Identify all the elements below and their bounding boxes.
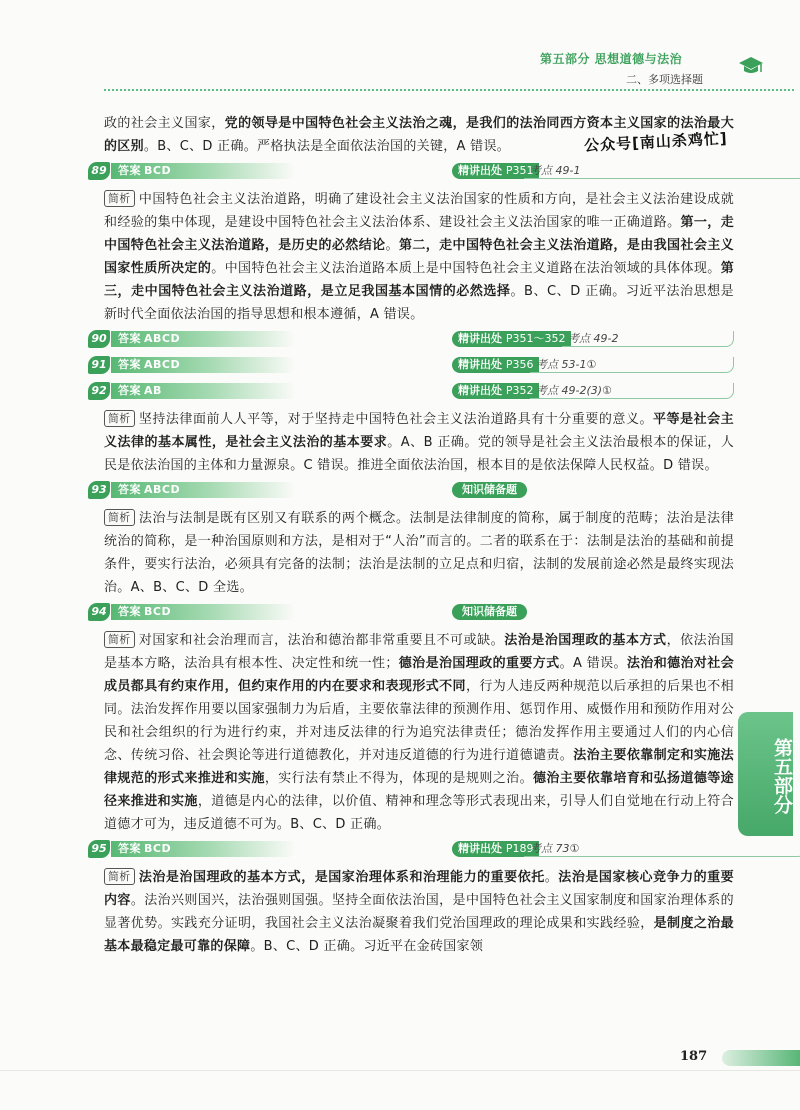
source-label: 精讲出处	[458, 384, 502, 397]
exam-point: 考点 49-2	[562, 331, 734, 347]
intro-text-2: 。B、C、D 正确。严格执法是全面依法治国的关键，A 错误。	[143, 139, 511, 154]
source-page: P351	[505, 164, 534, 177]
answer-row-89	[91, 162, 734, 184]
answer-label: 答案	[118, 605, 141, 618]
answer-value: ABCD	[144, 358, 181, 371]
answer-label: 答案	[118, 332, 141, 345]
source-pill	[452, 383, 539, 399]
knowledge-tag: 知识储备题	[452, 604, 527, 620]
body-text: 。法治兴则国兴，法治强则国强。坚持全面依法治国，是中国特色社会主义国家制度和国家治理体系的显著优势。实践充分证明，我国社会主义法治凝聚着我们党治国理政的理论成果和实践经验，	[104, 893, 734, 931]
emphasis-text: 法治主要依靠制定和实施法律规范的形式来推进和实施	[104, 748, 734, 786]
body-text: 。	[385, 238, 399, 253]
body-text: 中国特色社会主义法治道路，明确了建设社会主义法治国家的性质和方向，是社会主义法治建设成就和经验的集中体现，是建设中国特色社会主义法治体系、建设社会主义法治国家的唯一正确道路。	[104, 192, 734, 230]
header-section-title: 二、多项选择题	[626, 73, 703, 86]
part-side-tab	[738, 712, 793, 836]
question-number: 89	[88, 162, 110, 180]
body-text: ，实行法有禁止不得为，体现的是规则之治。	[264, 771, 533, 786]
source-label: 精讲出处	[458, 332, 502, 345]
exam-point: 考点 49-2(3)①	[530, 383, 734, 399]
body-text: 。A、B 正确。党的领导是社会主义法治最根本的保证，人民是依法治国的主体和力量源泉。C 错误。推进全面依法治国，根本目的是依法保障人民权益。D 错误。	[104, 435, 734, 473]
analysis-label: 简析	[104, 631, 135, 648]
question-number: 92	[88, 382, 110, 400]
body-text: 。中国特色社会主义法治道路本质上是中国特色社会主义道路在法治领域的具体体现。	[211, 261, 721, 276]
emphasis-text: 法治是治国理政的基本方式	[504, 633, 667, 648]
answer-row-95	[91, 840, 734, 862]
answer-bar	[111, 331, 296, 347]
intro-paragraph	[104, 112, 734, 158]
source-page: P351～352	[505, 332, 566, 345]
analysis-92	[104, 408, 734, 477]
answer-label: 答案	[118, 358, 141, 371]
body-text: ，道德是内心的法律，以价值、精神和理念等形式表现出来，引导人们自觉地在行动上符合道德才可为，违反道德不可为。B、C、D 正确。	[104, 794, 734, 832]
answer-row-94	[91, 603, 734, 625]
intro-text-bold: 党的领导是中国特色社会主义法治之魂，是我们的法治同西方资本主义国家的法治最大的区别	[104, 116, 735, 154]
emphasis-text: 法治是治国理政的基本方式，是国家治理体系和治理能力的重要依托	[138, 870, 545, 885]
analysis-94	[104, 629, 734, 836]
source-pill	[452, 331, 571, 347]
question-number: 93	[88, 481, 110, 499]
header-divider	[104, 89, 794, 91]
analysis-label: 简析	[104, 509, 135, 526]
answer-value: ABCD	[144, 483, 181, 496]
emphasis-text: 第一，走中国特色社会主义法治道路，是历史的必然结论	[104, 215, 735, 253]
header-part-title: 第五部分 思想道德与法治	[540, 52, 683, 66]
exam-point: 考点 49-1	[524, 163, 800, 179]
answer-bar	[111, 841, 296, 857]
page-number: 187	[680, 1049, 708, 1064]
answer-label: 答案	[118, 164, 141, 177]
body-text: 对国家和社会治理而言，法治和德治都非常重要且不可或缺。	[138, 633, 505, 648]
answer-explanations	[91, 112, 735, 958]
answer-bar	[111, 383, 296, 399]
answer-bar	[111, 604, 296, 620]
exam-point: 考点 73①	[524, 841, 800, 857]
analysis-label: 简析	[104, 868, 135, 885]
question-number: 90	[88, 330, 110, 348]
footer-bar	[722, 1050, 800, 1066]
analysis-93	[104, 507, 734, 599]
answer-label: 答案	[118, 384, 141, 397]
answer-row-92	[91, 382, 734, 404]
analysis-89	[104, 188, 734, 326]
answer-value: BCD	[144, 164, 172, 177]
emphasis-text: 平等是社会主义法律的基本属性，是社会主义法治的基本要求	[104, 412, 734, 450]
analysis-label: 简析	[104, 190, 135, 207]
emphasis-text: 德治是治国理政的重要方式	[398, 656, 560, 671]
source-page: P356	[505, 358, 534, 371]
knowledge-tag: 知识储备题	[452, 482, 527, 498]
body-text: ，行为人违反两种规范以后承担的后果也不相同。法治发挥作用要以国家强制力为后盾，主要依靠法律的预测作用、惩罚作用、威慑作用和预防作用对公民和社会组织的行为进行约束，并对违反法律的行为追究法律责任；德治发挥作用主要通过人们的内心信念、传统习俗、社会舆论等进行道德教化，并对违反道德的行为进行道德谴责。	[104, 679, 734, 763]
emphasis-text: 法治是国家核心竞争力的重要内容	[104, 870, 734, 908]
answer-bar	[111, 482, 296, 498]
graduation-cap-icon	[738, 55, 764, 77]
body-text: 。B、C、D 正确。习近平在金砖国家领	[250, 939, 484, 954]
answer-label: 答案	[118, 842, 141, 855]
footer-divider	[0, 1070, 800, 1076]
intro-text-1: 政的社会主义国家，	[104, 116, 225, 131]
answer-value: BCD	[144, 842, 172, 855]
body-text: 法治与法制是既有区别又有联系的两个概念。法制是法律制度的简称，属于制度的范畴；法治是法律统治的简称，是一种治国原则和方法，是相对于“人治”而言的。二者的联系在于：法制是法治的基础和前提条件，要实行法治，必须具有完备的法制；法治是法制的立足点和归宿，法制的发展前途必然是最终实现法治。A、B、C、D 全选。	[104, 511, 734, 595]
body-text: 。A 错误。	[559, 656, 627, 671]
emphasis-text: 第三，走中国特色社会主义法治道路，是立足我国基本国情的必然选择	[104, 261, 734, 299]
answer-bar	[111, 163, 296, 179]
page-header	[0, 0, 800, 92]
answer-label: 答案	[118, 483, 141, 496]
side-tab-label: 第五部分	[771, 738, 793, 814]
emphasis-text: 第二，走中国特色社会主义法治道路，是由我国社会主义国家性质所决定的	[104, 238, 734, 276]
body-text: ，依法治国是基本方略，法治具有根本性、决定性和统一性；	[104, 633, 734, 671]
analysis-95	[104, 866, 734, 958]
question-number: 94	[88, 603, 110, 621]
answer-value: ABCD	[144, 332, 181, 345]
source-page: P352	[505, 384, 534, 397]
question-number: 95	[88, 840, 110, 858]
source-label: 精讲出处	[458, 358, 502, 371]
body-text: 。B、C、D 正确。习近平法治思想是新时代全面依法治国的指导思想和根本遵循，A 错误。	[104, 284, 734, 322]
answer-row-90	[91, 330, 734, 352]
exam-point: 考点 53-1①	[530, 357, 734, 373]
question-number: 91	[88, 356, 110, 374]
source-page: P189	[505, 842, 534, 855]
body-text: 。	[544, 870, 559, 885]
emphasis-text: 法治和德治对社会成员都具有约束作用，但约束作用的内在要求和表现形式不同	[104, 656, 734, 694]
answer-bar	[111, 357, 296, 373]
emphasis-text: 德治主要依靠培育和弘扬道德等途径来推进和实施	[104, 771, 734, 809]
body-text: 坚持法律面前人人平等，对于坚持走中国特色社会主义法治道路具有十分重要的意义。	[138, 412, 654, 427]
analysis-label: 简析	[104, 410, 135, 427]
answer-row-91	[91, 356, 734, 378]
answer-value: AB	[144, 384, 162, 397]
answer-row-93	[91, 481, 734, 503]
emphasis-text: 是制度之治最基本最稳定最可靠的保障	[104, 916, 734, 954]
answer-value: BCD	[144, 605, 172, 618]
source-label: 精讲出处	[458, 164, 502, 177]
source-label: 精讲出处	[458, 842, 502, 855]
source-pill	[452, 357, 539, 373]
handwritten-watermark: 公众号[南山杀鸡忙]	[583, 129, 729, 155]
